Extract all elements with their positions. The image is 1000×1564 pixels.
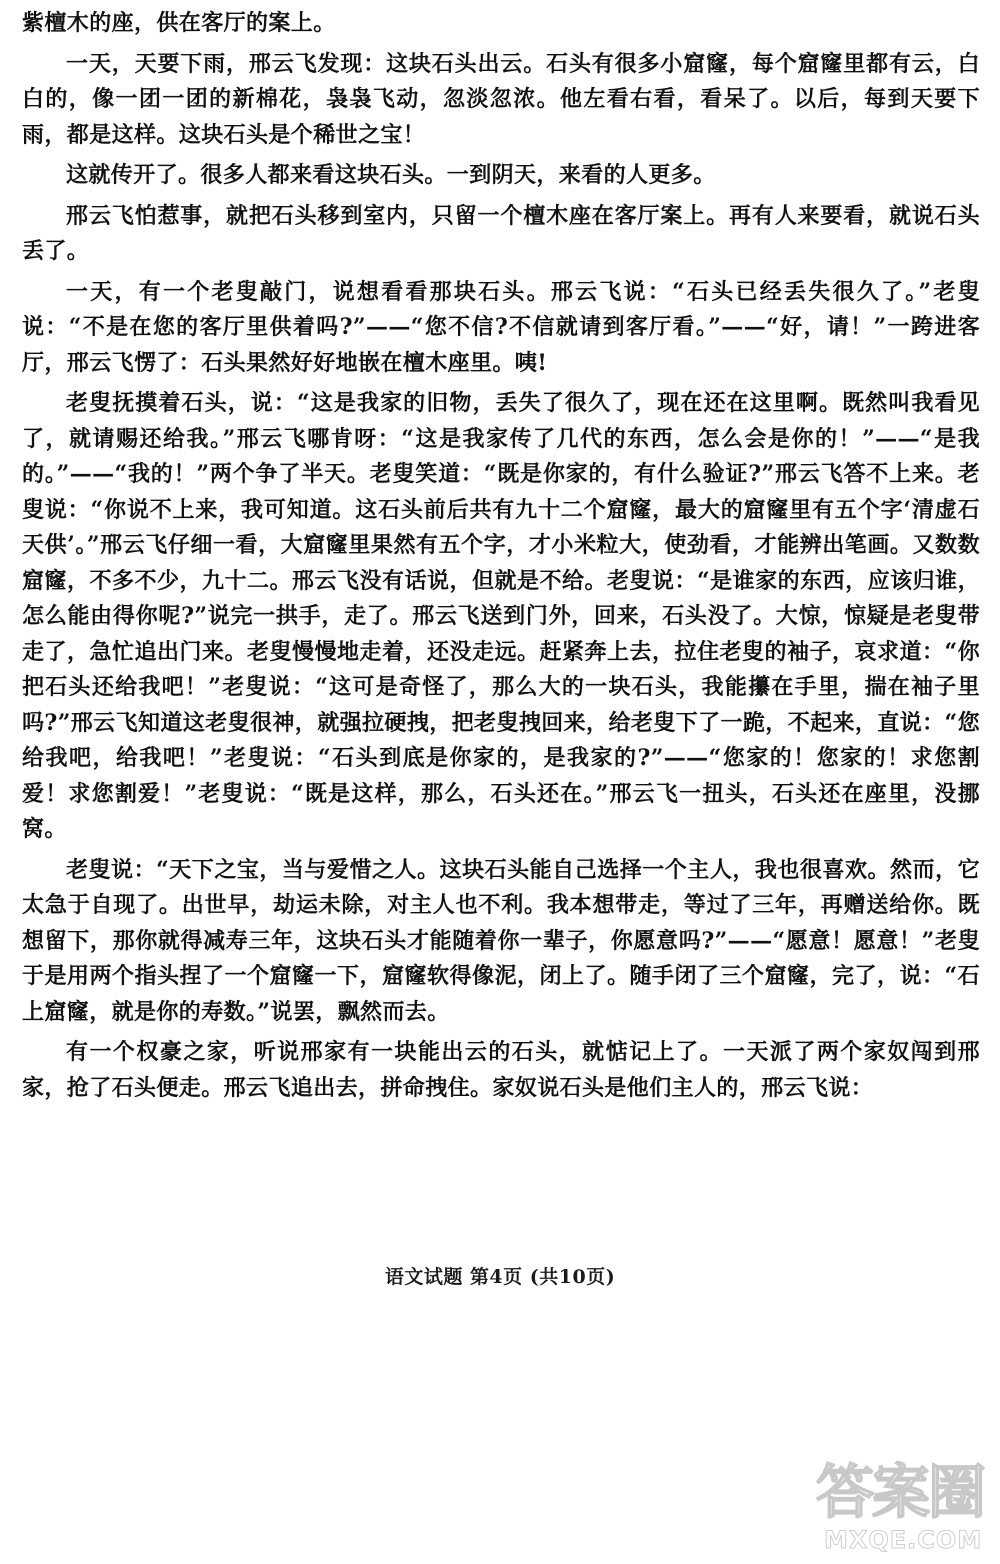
paragraph-2: 一天，天要下雨，邢云飞发现：这块石头出云。石头有很多小窟窿，每个窟窿里都有云，白白的，像一团一团的新棉花，袅袅飞动，忽淡忽浓。他左看右看，看呆了。以后，每到天要下雨，都是这样。这块石头是个稀世之宝！: [22, 50, 980, 148]
paragraph-5: 一天，有一个老叟敲门，说想看看那块石头。邢云飞说：“石头已经丢失很久了。”老叟说：“不是在您的客厅里供着吗?”——“您不信?不信就请到客厅看。”——“好，请！”一跨进客厅，邢云飞愣了：石头果然好好地嵌在檀木座里。咦!: [22, 278, 980, 376]
paragraph-6: 老叟抚摸着石头，说：“这是我家的旧物，丢失了很久了，现在还在这里啊。既然叫我看见了，就请赐还给我。”邢云飞哪肯呀：“这是我家传了几代的东西，怎么会是你的！”——“是我的。”——“我的！”两个争了半天。老叟笑道：“既是你家的，有什么验证?”邢云飞答不上来。老叟说：“你说不上来，我可知道。这石头前后共有九十二个窟窿，最大的窟窿里有五个字‘清虚石天供’。”邢云飞仔细一看，大窟窿里果然有五个字，才小米粒大，使劲看，才能辨出笔画。又数数窟窿，不多不少，九十二。邢云飞没有话说，但就是不给。老叟说：“是谁家的东西，应该归谁，怎么能由得你呢?”说完一拱手，走了。邢云飞送到门外，回来，石头没了。大惊，惊疑是老叟带走了，急忙追出门来。老叟慢慢地走着，还没走远。赶紧奔上去，拉住老叟的袖子，哀求道：“你把石头还给我吧！”老叟说：“这可是奇怪了，那么大的一块石头，我能攥在手里，揣在袖子里吗?”邢云飞知道这老叟很神，就强拉硬拽，把老叟拽回来，给老叟下了一跪，不起来，直说：“您给我吧，给我吧！”老叟说：“石头到底是你家的，是我家的?”——“您家的！您家的！求您割爱！求您割爱！”老叟说：“既是这样，那么，石头还在。”邢云飞一扭头，石头还在座里，没挪窝。: [22, 390, 980, 842]
article-body: [22, 6, 980, 1111]
paragraph-3: 这就传开了。很多人都来看这块石头。一到阴天，来看的人更多。: [66, 162, 716, 188]
watermark-url: MXQE.COM: [824, 1526, 983, 1554]
paragraph-1: 紫檀木的座，供在客厅的案上。: [22, 10, 336, 36]
paragraph-4: 邢云飞怕惹事，就把石头移到室内，只留一个檀木座在客厅案上。再有人来要看，就说石头丢了。: [22, 202, 980, 264]
watermark-logo-text: 答案圈: [816, 1458, 985, 1526]
paragraph-8: 有一个权豪之家，听说邢家有一块能出云的石头，就惦记上了。一天派了两个家奴闯到邢家，抢了石头便走。邢云飞追出去，拼命拽住。家奴说石头是他们主人的，邢云飞说：: [22, 1039, 980, 1101]
page-footer: 语文试题 第4页 (共10页): [384, 1266, 616, 1288]
paragraph-7: 老叟说：“天下之宝，当与爱惜之人。这块石头能自己选择一个主人，我也很喜欢。然而，它太急于自现了。出世早，劫运未除，对主人也不利。我本想带走，等过了三年，再赠送给你。既想留下，那你就得减寿三年，这块石头才能随着你一辈子，你愿意吗?”——“愿意！愿意！”老叟于是用两个指头捏了一个窟窿一下，窟窿软得像泥，闭上了。随手闭了三个窟窿，完了，说：“石上窟窿，就是你的寿数。”说罢，飘然而去。: [22, 856, 980, 1025]
watermark-logo: [816, 1456, 986, 1556]
